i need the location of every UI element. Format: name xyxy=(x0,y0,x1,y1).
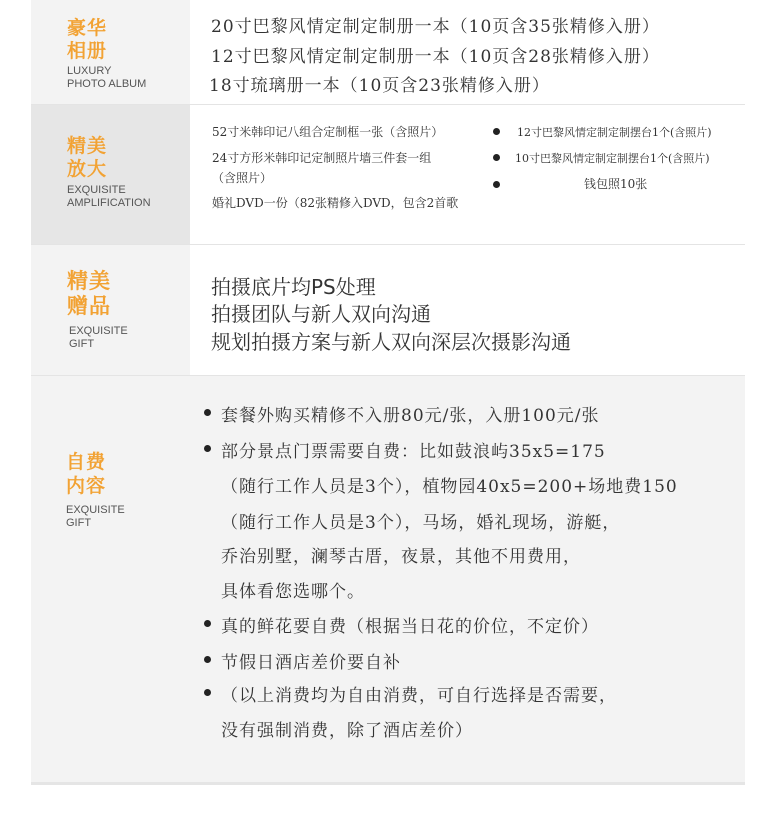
table-bottom-border xyxy=(31,782,745,785)
album-item: 18寸琉璃册一本（10页含23张精修入册） xyxy=(209,76,550,96)
selfpay-line: （以上消费均为自由消费，可自行选择是否需要， xyxy=(221,686,617,706)
gift-title-line2: 赠品 xyxy=(67,294,111,318)
bullet-icon xyxy=(204,689,211,696)
amplification-row xyxy=(31,105,745,244)
album-item: 12寸巴黎风情定制定制册一本（10页含28张精修入册） xyxy=(211,47,660,67)
selfpay-line: （随行工作人员是3个），马场，婚礼现场，游艇， xyxy=(221,513,621,533)
selfpay-subtitle-line1: EXQUISITE xyxy=(66,504,125,516)
selfpay-line: 乔治别墅，澜琴古厝，夜景，其他不用费用， xyxy=(221,547,581,567)
amplification-content-cell xyxy=(190,105,745,244)
bullet-icon xyxy=(204,656,211,663)
album-subtitle-line2: PHOTO ALBUM xyxy=(67,78,147,90)
gift-category-cell xyxy=(31,245,190,375)
gift-item: 规划拍摄方案与新人双向深层次摄影沟通 xyxy=(211,330,571,354)
selfpay-line: 套餐外购买精修不入册80元/张，入册100元/张 xyxy=(221,406,600,426)
amplification-item: 24寸方形米韩印记定制照片墙三件套一组 xyxy=(212,151,432,165)
gift-content-cell xyxy=(190,245,745,375)
amplification-category-cell xyxy=(31,105,190,244)
gift-row xyxy=(31,245,745,375)
amplification-item: （含照片） xyxy=(212,171,273,185)
amplification-item: 12寸巴黎风情定制定制摆台1个(含照片) xyxy=(517,126,712,139)
gift-item: 拍摄底片均PS处理 xyxy=(211,275,376,299)
selfpay-content-cell xyxy=(190,376,745,782)
amplification-subtitle-line2: AMPLIFICATION xyxy=(67,197,151,209)
bullet-icon xyxy=(204,409,211,416)
bullet-icon xyxy=(204,445,211,452)
amplification-item: 钱包照10张 xyxy=(584,177,648,191)
bullet-icon xyxy=(493,181,500,188)
amplification-title-line2: 放大 xyxy=(67,158,108,180)
selfpay-line: 节假日酒店差价要自补 xyxy=(221,653,401,673)
bullet-icon xyxy=(204,620,211,627)
selfpay-line: 真的鲜花要自费（根据当日花的价位，不定价） xyxy=(221,617,599,637)
selfpay-subtitle-line2: GIFT xyxy=(66,517,92,529)
amplification-subtitle-line1: EXQUISITE xyxy=(67,184,126,196)
gift-subtitle-line2: GIFT xyxy=(69,338,95,350)
gift-subtitle-line1: EXQUISITE xyxy=(69,325,128,337)
album-row xyxy=(31,0,745,104)
selfpay-title-line2: 内容 xyxy=(66,475,107,497)
selfpay-row xyxy=(31,376,745,782)
amplification-item: 52寸米韩印记八组合定制框一张（含照片） xyxy=(212,125,444,139)
selfpay-line: 具体看您选哪个。 xyxy=(221,582,365,602)
selfpay-title-line1: 自费 xyxy=(66,451,107,473)
amplification-item: 婚礼DVD一份（82张精修入DVD，包含2首歌 xyxy=(212,196,459,210)
bullet-icon xyxy=(493,154,500,161)
gift-title-line1: 精美 xyxy=(67,269,111,293)
album-content-cell xyxy=(190,0,745,104)
album-title-line1: 豪华 xyxy=(67,17,108,39)
selfpay-line: 部分景点门票需要自费：比如鼓浪屿35x5=175 xyxy=(221,442,606,462)
amplification-title-line1: 精美 xyxy=(67,135,108,157)
album-category-cell xyxy=(31,0,190,104)
album-subtitle-line1: LUXURY xyxy=(67,65,112,77)
album-title-line2: 相册 xyxy=(67,40,108,62)
album-item: 20寸巴黎风情定制定制册一本（10页含35张精修入册） xyxy=(211,17,660,37)
selfpay-category-cell xyxy=(31,376,190,782)
selfpay-line: 没有强制消费，除了酒店差价） xyxy=(221,721,473,741)
bullet-icon xyxy=(493,128,500,135)
selfpay-line: （随行工作人员是3个），植物园40x5=200+场地费150 xyxy=(221,477,678,497)
gift-item: 拍摄团队与新人双向沟通 xyxy=(211,302,431,326)
amplification-item: 10寸巴黎风情定制定制摆台1个(含照片) xyxy=(515,152,710,165)
